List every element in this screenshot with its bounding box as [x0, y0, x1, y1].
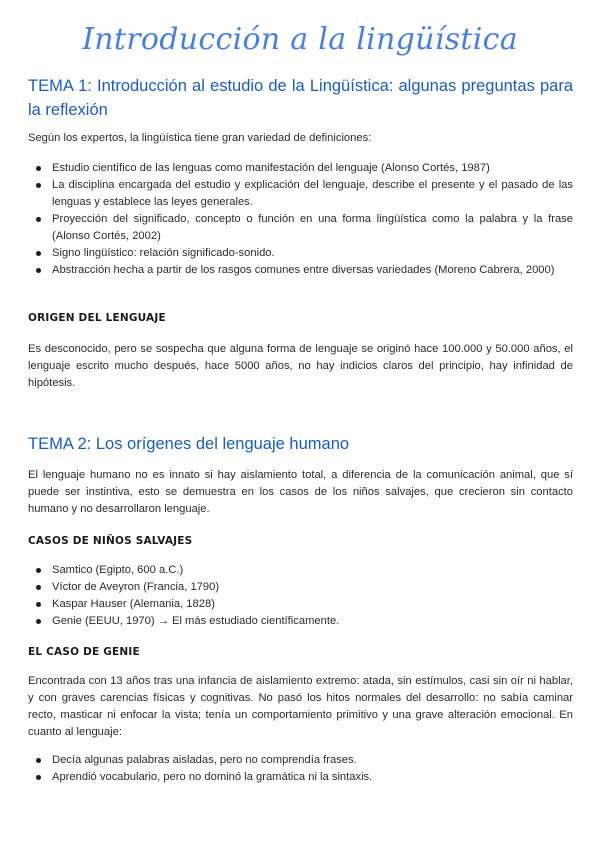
- list-item: La disciplina encargada del estudio y explicación del lenguaje, describe el presente y el pasado de las lenguas y establece las leyes generales.: [28, 177, 573, 211]
- bullet-icon: [36, 217, 41, 222]
- genie-heading: EL CASO DE GENIE: [28, 646, 140, 658]
- bullet-icon: [36, 568, 41, 573]
- list-item: Decía algunas palabras aisladas, pero no comprendía frases.: [28, 752, 573, 769]
- tema1-heading: TEMA 1: Introducción al estudio de la Lingüística: algunas preguntas para la reflexión: [28, 77, 573, 119]
- list-item: Genie (EEUU, 1970) → El más estudiado científicamente.: [28, 613, 573, 630]
- casos-list: [28, 562, 573, 630]
- bullet-icon: [36, 251, 41, 256]
- list-item: Samtico (Egipto, 600 a.C.): [28, 562, 573, 579]
- tema2-heading: TEMA 2: Los orígenes del lenguaje humano: [28, 435, 350, 453]
- list-item: Aprendió vocabulario, pero no dominó la gramática ni la sintaxis.: [28, 769, 573, 786]
- tema2-paragraph: El lenguaje humano no es innato si hay aislamiento total, a diferencia de la comunicación animal, que sí puede ser instintiva, esto se demuestra en los casos de los niños salvajes, que crecieron sin contacto humano y no desarrollaron lenguaje.: [28, 469, 573, 515]
- list-item: Signo lingüístico: relación significado-sonido.: [28, 245, 573, 262]
- bullet-icon: [36, 268, 41, 273]
- bullet-icon: [36, 619, 41, 624]
- list-item: Estudio científico de las lenguas como manifestación del lenguaje (Alonso Cortés, 1987): [28, 160, 573, 177]
- bullet-icon: [36, 602, 41, 607]
- bullet-icon: [36, 775, 41, 780]
- tema1-definition-list: [28, 160, 573, 279]
- bullet-icon: [36, 183, 41, 188]
- document-title: Introducción a la lingüística: [82, 22, 518, 57]
- list-item: Víctor de Aveyron (Francia, 1790): [28, 579, 573, 596]
- genie-paragraph: Encontrada con 13 años tras una infancia de aislamiento extremo: atada, sin estímulos, casi sin oír ni hablar, y con graves carencias físicas y cognitivas. No pasó los hitos normales del desarrollo: no sabía caminar recto, masticar ni enfocar la vista; tenía un comportamiento primitivo y una grave alteración emocional. En cuanto al lenguaje:: [28, 675, 573, 738]
- bullet-icon: [36, 166, 41, 171]
- list-item: Kaspar Hauser (Alemania, 1828): [28, 596, 573, 613]
- list-item: Abstracción hecha a partir de los rasgos comunes entre diversas variedades (Moreno Cabrera, 2000): [28, 262, 573, 279]
- origen-lenguaje-paragraph: Es desconocido, pero se sospecha que alguna forma de lenguaje se originó hace 100.000 y 50.000 años, el lenguaje escrito mucho después, hace 5000 años, no hay indicios claros del principio, hay infinidad de hipótesis.: [28, 343, 573, 389]
- genie-language-list: [28, 752, 573, 786]
- list-item: Proyección del significado, concepto o función en una forma lingüística como la palabra y la frase (Alonso Cortés, 2002): [28, 211, 573, 245]
- origen-lenguaje-heading: ORIGEN DEL LENGUAJE: [28, 312, 166, 324]
- bullet-icon: [36, 758, 41, 763]
- tema1-intro: Según los expertos, la lingüística tiene gran variedad de definiciones:: [28, 132, 372, 144]
- bullet-icon: [36, 585, 41, 590]
- casos-heading: CASOS DE NIÑOS SALVAJES: [28, 535, 193, 547]
